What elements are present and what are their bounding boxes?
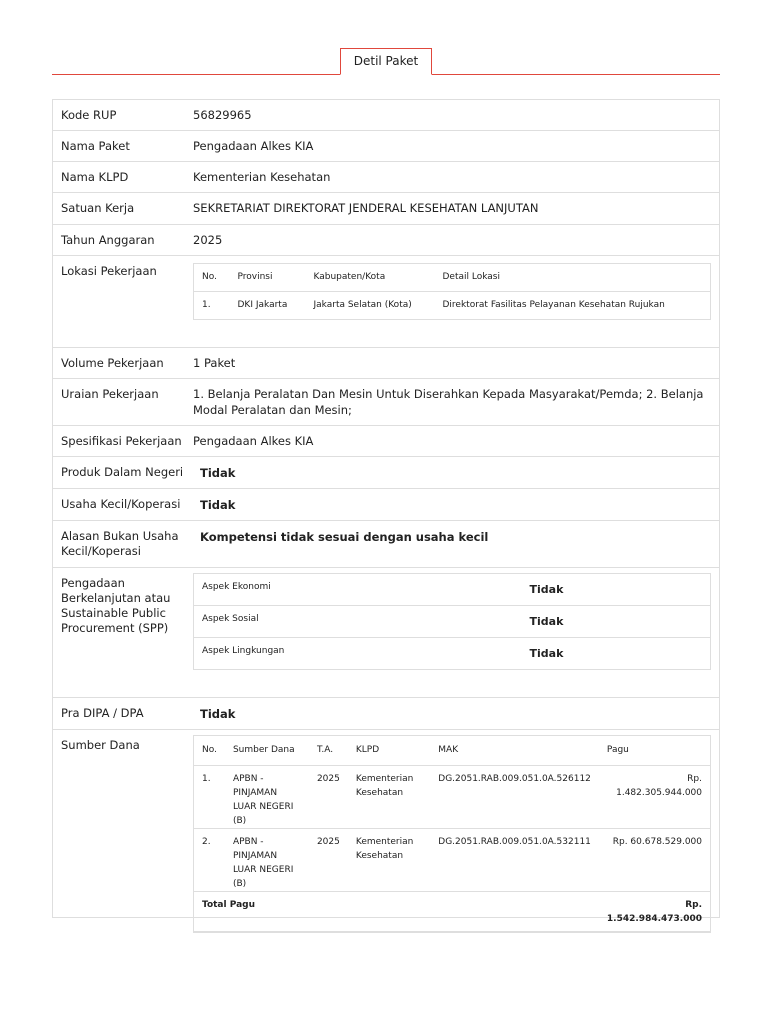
lokasi-cell-kabupaten: Jakarta Selatan (Kota) [313,300,412,310]
dana-header-pagu: Pagu [599,736,711,766]
nama-paket-value: Pengadaan Alkes KIA [193,139,314,153]
tab-detil-paket[interactable]: Detil Paket [340,48,432,75]
total-pagu-row [194,892,711,932]
volume-pekerjaan-label: Volume Pekerjaan [61,356,164,370]
table-row [194,292,711,320]
lokasi-cell-detail: Direktorat Fasilitas Pelayanan Kesehatan Rujukan [442,300,665,310]
dana-cell-no: 2. [194,829,225,892]
produk-dalam-negeri-label: Produk Dalam Negeri [61,465,184,479]
satuan-kerja-value: SEKRETARIAT DIREKTORAT JENDERAL KESEHATAN LANJUTAN [193,201,539,215]
row-spp [53,568,719,698]
spp-label: Pengadaan Berkelanjutan atau Sustainable Public Procurement (SPP) [61,576,171,635]
alasan-label: Alasan Bukan Usaha Kecil/Koperasi [61,529,179,558]
sumber-dana-header [194,736,711,766]
spp-value-sosial: Tidak [522,606,711,638]
uraian-pekerjaan-label: Uraian Pekerjaan [61,387,159,401]
lokasi-cell-no: 1. [202,300,211,310]
row-alasan-bukan-usaha-kecil [53,521,719,568]
dana-header-mak: MAK [430,736,599,766]
dana-cell-klpd: Kementerian Kesehatan [348,829,430,892]
row-tahun-anggaran [53,225,719,256]
produk-dalam-negeri-value: Tidak [200,466,236,480]
lokasi-header-no: No. [194,264,230,292]
spp-value-lingkungan: Tidak [529,647,564,660]
lokasi-header-detail: Detail Lokasi [435,264,711,292]
table-row [194,766,711,829]
row-pra-dipa [53,698,719,730]
spp-aspect-sosial: Aspek Sosial [194,606,522,638]
row-volume-pekerjaan [53,348,719,379]
pra-dipa-value: Tidak [200,707,236,721]
dana-header-klpd: KLPD [348,736,430,766]
spesifikasi-pekerjaan-value: Pengadaan Alkes KIA [193,434,314,448]
dana-cell-ta: 2025 [309,766,348,829]
lokasi-header-kabupaten: Kabupaten/Kota [306,264,435,292]
dana-header-sumber: Sumber Dana [225,736,309,766]
lokasi-header-provinsi: Provinsi [230,264,306,292]
row-usaha-kecil [53,489,719,521]
tahun-anggaran-value: 2025 [193,233,223,247]
dana-cell-sumber: APBN - PINJAMAN LUAR NEGERI (B) [225,829,309,892]
dana-cell-mak: DG.2051.RAB.009.051.0A.532111 [430,829,599,892]
row-nama-paket [53,131,719,162]
volume-pekerjaan-value: 1 Paket [193,356,236,370]
lokasi-table-header [194,264,711,292]
dana-header-no: No. [194,736,225,766]
nama-klpd-value: Kementerian Kesehatan [193,170,331,184]
dana-cell-no: 1. [194,766,225,829]
row-lokasi-pekerjaan [53,256,719,348]
alasan-value: Kompetensi tidak sesuai dengan usaha kecil [200,530,489,544]
lokasi-table [193,263,711,320]
spesifikasi-pekerjaan-label: Spesifikasi Pekerjaan [61,434,182,448]
lokasi-cell-provinsi: DKI Jakarta [237,300,288,310]
sumber-dana-label: Sumber Dana [61,738,140,752]
lokasi-pekerjaan-label: Lokasi Pekerjaan [61,264,157,278]
table-row [194,638,711,670]
dana-header-ta: T.A. [309,736,348,766]
kode-rup-label: Kode RUP [61,108,117,122]
row-sumber-dana [53,730,719,924]
dana-cell-mak: DG.2051.RAB.009.051.0A.526112 [430,766,599,829]
total-pagu-label: Total Pagu [194,892,599,932]
row-satuan-kerja [53,193,719,225]
sumber-dana-table [193,735,711,933]
dana-cell-pagu: Rp. 60.678.529.000 [599,829,711,892]
nama-klpd-label: Nama KLPD [61,170,129,184]
spp-table [193,573,711,670]
row-produk-dalam-negeri [53,457,719,489]
uraian-pekerjaan-value: 1. Belanja Peralatan Dan Mesin Untuk Diserahkan Kepada Masyarakat/Pemda; 2. Belanja Modal Peralatan dan Mesin; [193,387,704,417]
dana-cell-klpd: Kementerian Kesehatan [348,766,430,829]
pra-dipa-label: Pra DIPA / DPA [61,706,144,720]
table-row [194,606,711,638]
nama-paket-label: Nama Paket [61,139,130,153]
row-nama-klpd [53,162,719,193]
dana-cell-pagu: Rp. 1.482.305.944.000 [599,766,711,829]
usaha-kecil-value: Tidak [200,498,236,512]
table-row [194,574,711,606]
kode-rup-value: 56829965 [193,108,252,122]
spp-aspect-lingkungan: Aspek Lingkungan [202,646,285,656]
total-pagu-value: Rp. 1.542.984.473.000 [599,892,711,932]
dana-cell-sumber: APBN - PINJAMAN LUAR NEGERI (B) [225,766,309,829]
spp-value-ekonomi: Tidak [522,574,711,606]
row-kode-rup [53,100,719,131]
table-row [194,829,711,892]
spp-aspect-ekonomi: Aspek Ekonomi [194,574,522,606]
row-uraian-pekerjaan [53,379,719,426]
tahun-anggaran-label: Tahun Anggaran [61,233,155,247]
usaha-kecil-label: Usaha Kecil/Koperasi [61,497,181,511]
tab-bar [52,48,720,75]
dana-cell-ta: 2025 [309,829,348,892]
satuan-kerja-label: Satuan Kerja [61,201,135,215]
detail-paket-panel [52,99,720,924]
row-spesifikasi-pekerjaan [53,426,719,457]
